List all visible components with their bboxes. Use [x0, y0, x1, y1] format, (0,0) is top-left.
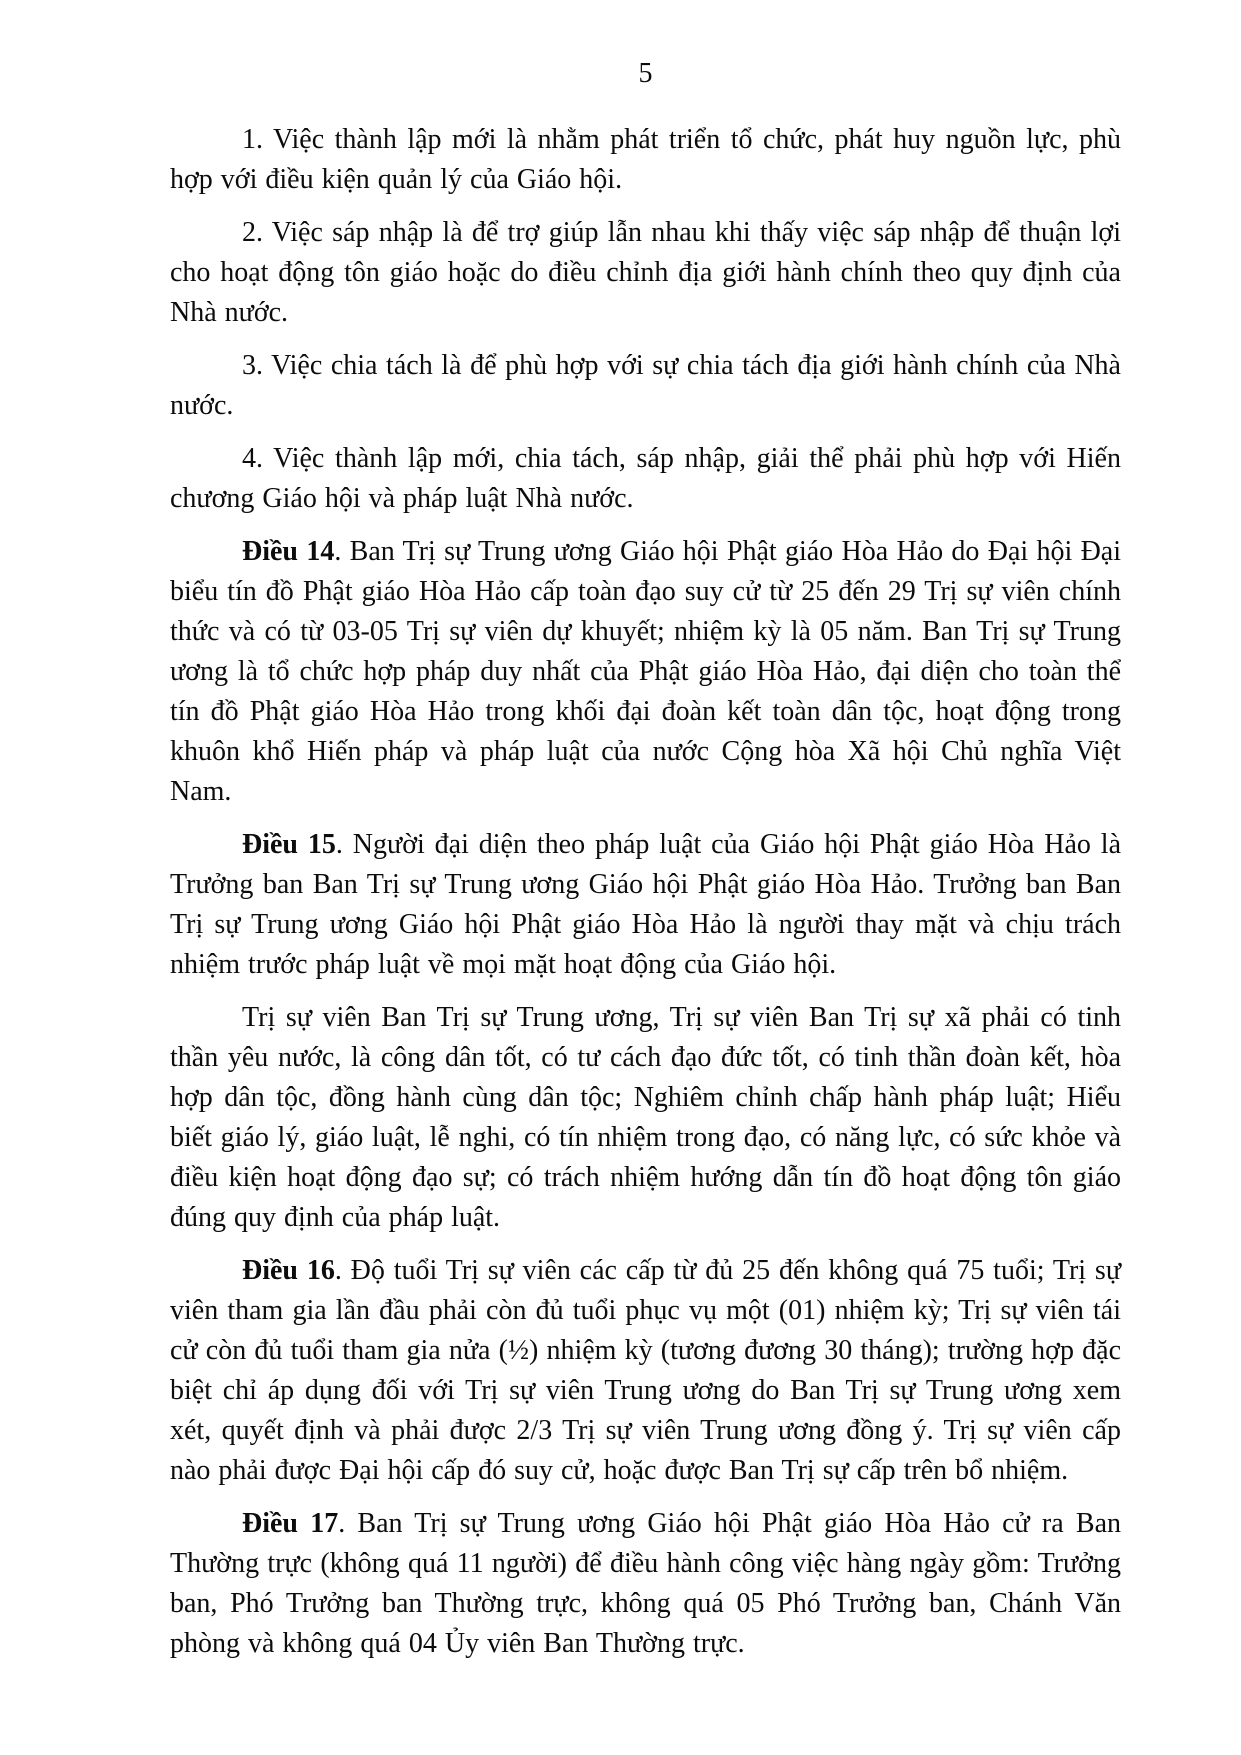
paragraph-article-17	[170, 1504, 1121, 1664]
paragraph-clause-3	[170, 346, 1121, 426]
paragraph-article-15	[170, 825, 1121, 985]
article-15-lead: Điều 15	[242, 829, 336, 860]
paragraph-article-16	[170, 1251, 1121, 1491]
paragraph-text: . Ban Trị sự Trung ương Giáo hội Phật giáo Hòa Hảo cử ra Ban Thường trực (không quá 11 người) để điều hành công việc hàng ngày gồm: Trưởng ban, Phó Trưởng ban Thường trực, không quá 05 Phó Trưởng ban, Chánh Văn phòng và không quá 04 Ủy viên Ban Thường trực.	[170, 1508, 1121, 1659]
paragraph-clause-1	[170, 120, 1121, 200]
page-number: 5	[638, 58, 653, 89]
paragraph-article-14	[170, 532, 1121, 812]
paragraph-clause-2	[170, 213, 1121, 333]
article-17-lead: Điều 17	[242, 1508, 339, 1539]
paragraph-text: 4. Việc thành lập mới, chia tách, sáp nhập, giải thể phải phù hợp với Hiến chương Giáo hội và pháp luật Nhà nước.	[170, 443, 1121, 514]
paragraph-text: . Người đại diện theo pháp luật của Giáo hội Phật giáo Hòa Hảo là Trưởng ban Ban Trị sự Trung ương Giáo hội Phật giáo Hòa Hảo. Trưởng ban Ban Trị sự Trung ương Giáo hội Phật giáo Hòa Hảo là người thay mặt và chịu trách nhiệm trước pháp luật về mọi mặt hoạt động của Giáo hội.	[170, 829, 1122, 980]
paragraph-text: 1. Việc thành lập mới là nhằm phát triển tổ chức, phát huy nguồn lực, phù hợp với điều kiện quản lý của Giáo hội.	[170, 124, 1121, 195]
article-16-lead: Điều 16	[242, 1255, 335, 1286]
article-14-lead: Điều 14	[242, 536, 335, 567]
document-body	[170, 120, 1121, 1664]
paragraph-tri-su-vien	[170, 998, 1121, 1238]
paragraph-text: 2. Việc sáp nhập là để trợ giúp lẫn nhau khi thấy việc sáp nhập để thuận lợi cho hoạt động tôn giáo hoặc do điều chỉnh địa giới hành chính theo quy định của Nhà nước.	[170, 217, 1121, 328]
paragraph-clause-4	[170, 439, 1121, 519]
paragraph-text: . Ban Trị sự Trung ương Giáo hội Phật giáo Hòa Hảo do Đại hội Đại biểu tín đồ Phật giáo Hòa Hảo cấp toàn đạo suy cử từ 25 đến 29 Trị sự viên chính thức và có từ 03-05 Trị sự viên dự khuyết; nhiệm kỳ là 05 năm. Ban Trị sự Trung ương là tổ chức hợp pháp duy nhất của Phật giáo Hòa Hảo, đại diện cho toàn thể tín đồ Phật giáo Hòa Hảo trong khối đại đoàn kết toàn dân tộc, hoạt động trong khuôn khổ Hiến pháp và pháp luật của nước Cộng hòa Xã hội Chủ nghĩa Việt Nam.	[170, 536, 1122, 807]
paragraph-text: . Độ tuổi Trị sự viên các cấp từ đủ 25 đến không quá 75 tuổi; Trị sự viên tham gia lần đầu phải còn đủ tuổi phục vụ một (01) nhiệm kỳ; Trị sự viên tái cử còn đủ tuổi tham gia nửa (½) nhiệm kỳ (tương đương 30 tháng); trường hợp đặc biệt chỉ áp dụng đối với Trị sự viên Trung ương do Ban Trị sự Trung ương xem xét, quyết định và phải được 2/3 Trị sự viên Trung ương đồng ý. Trị sự viên cấp nào phải được Đại hội cấp đó suy cử, hoặc được Ban Trị sự cấp trên bổ nhiệm.	[170, 1255, 1121, 1486]
paragraph-text: Trị sự viên Ban Trị sự Trung ương, Trị sự viên Ban Trị sự xã phải có tinh thần yêu nước, là công dân tốt, có tư cách đạo đức tốt, có tinh thần đoàn kết, hòa hợp dân tộc, đồng hành cùng dân tộc; Nghiêm chỉnh chấp hành pháp luật; Hiểu biết giáo lý, giáo luật, lễ nghi, có tín nhiệm trong đạo, có năng lực, có sức khỏe và điều kiện hoạt động đạo sự; có trách nhiệm hướng dẫn tín đồ hoạt động tôn giáo đúng quy định của pháp luật.	[170, 1002, 1121, 1233]
paragraph-text: 3. Việc chia tách là để phù hợp với sự chia tách địa giới hành chính của Nhà nước.	[170, 350, 1121, 421]
